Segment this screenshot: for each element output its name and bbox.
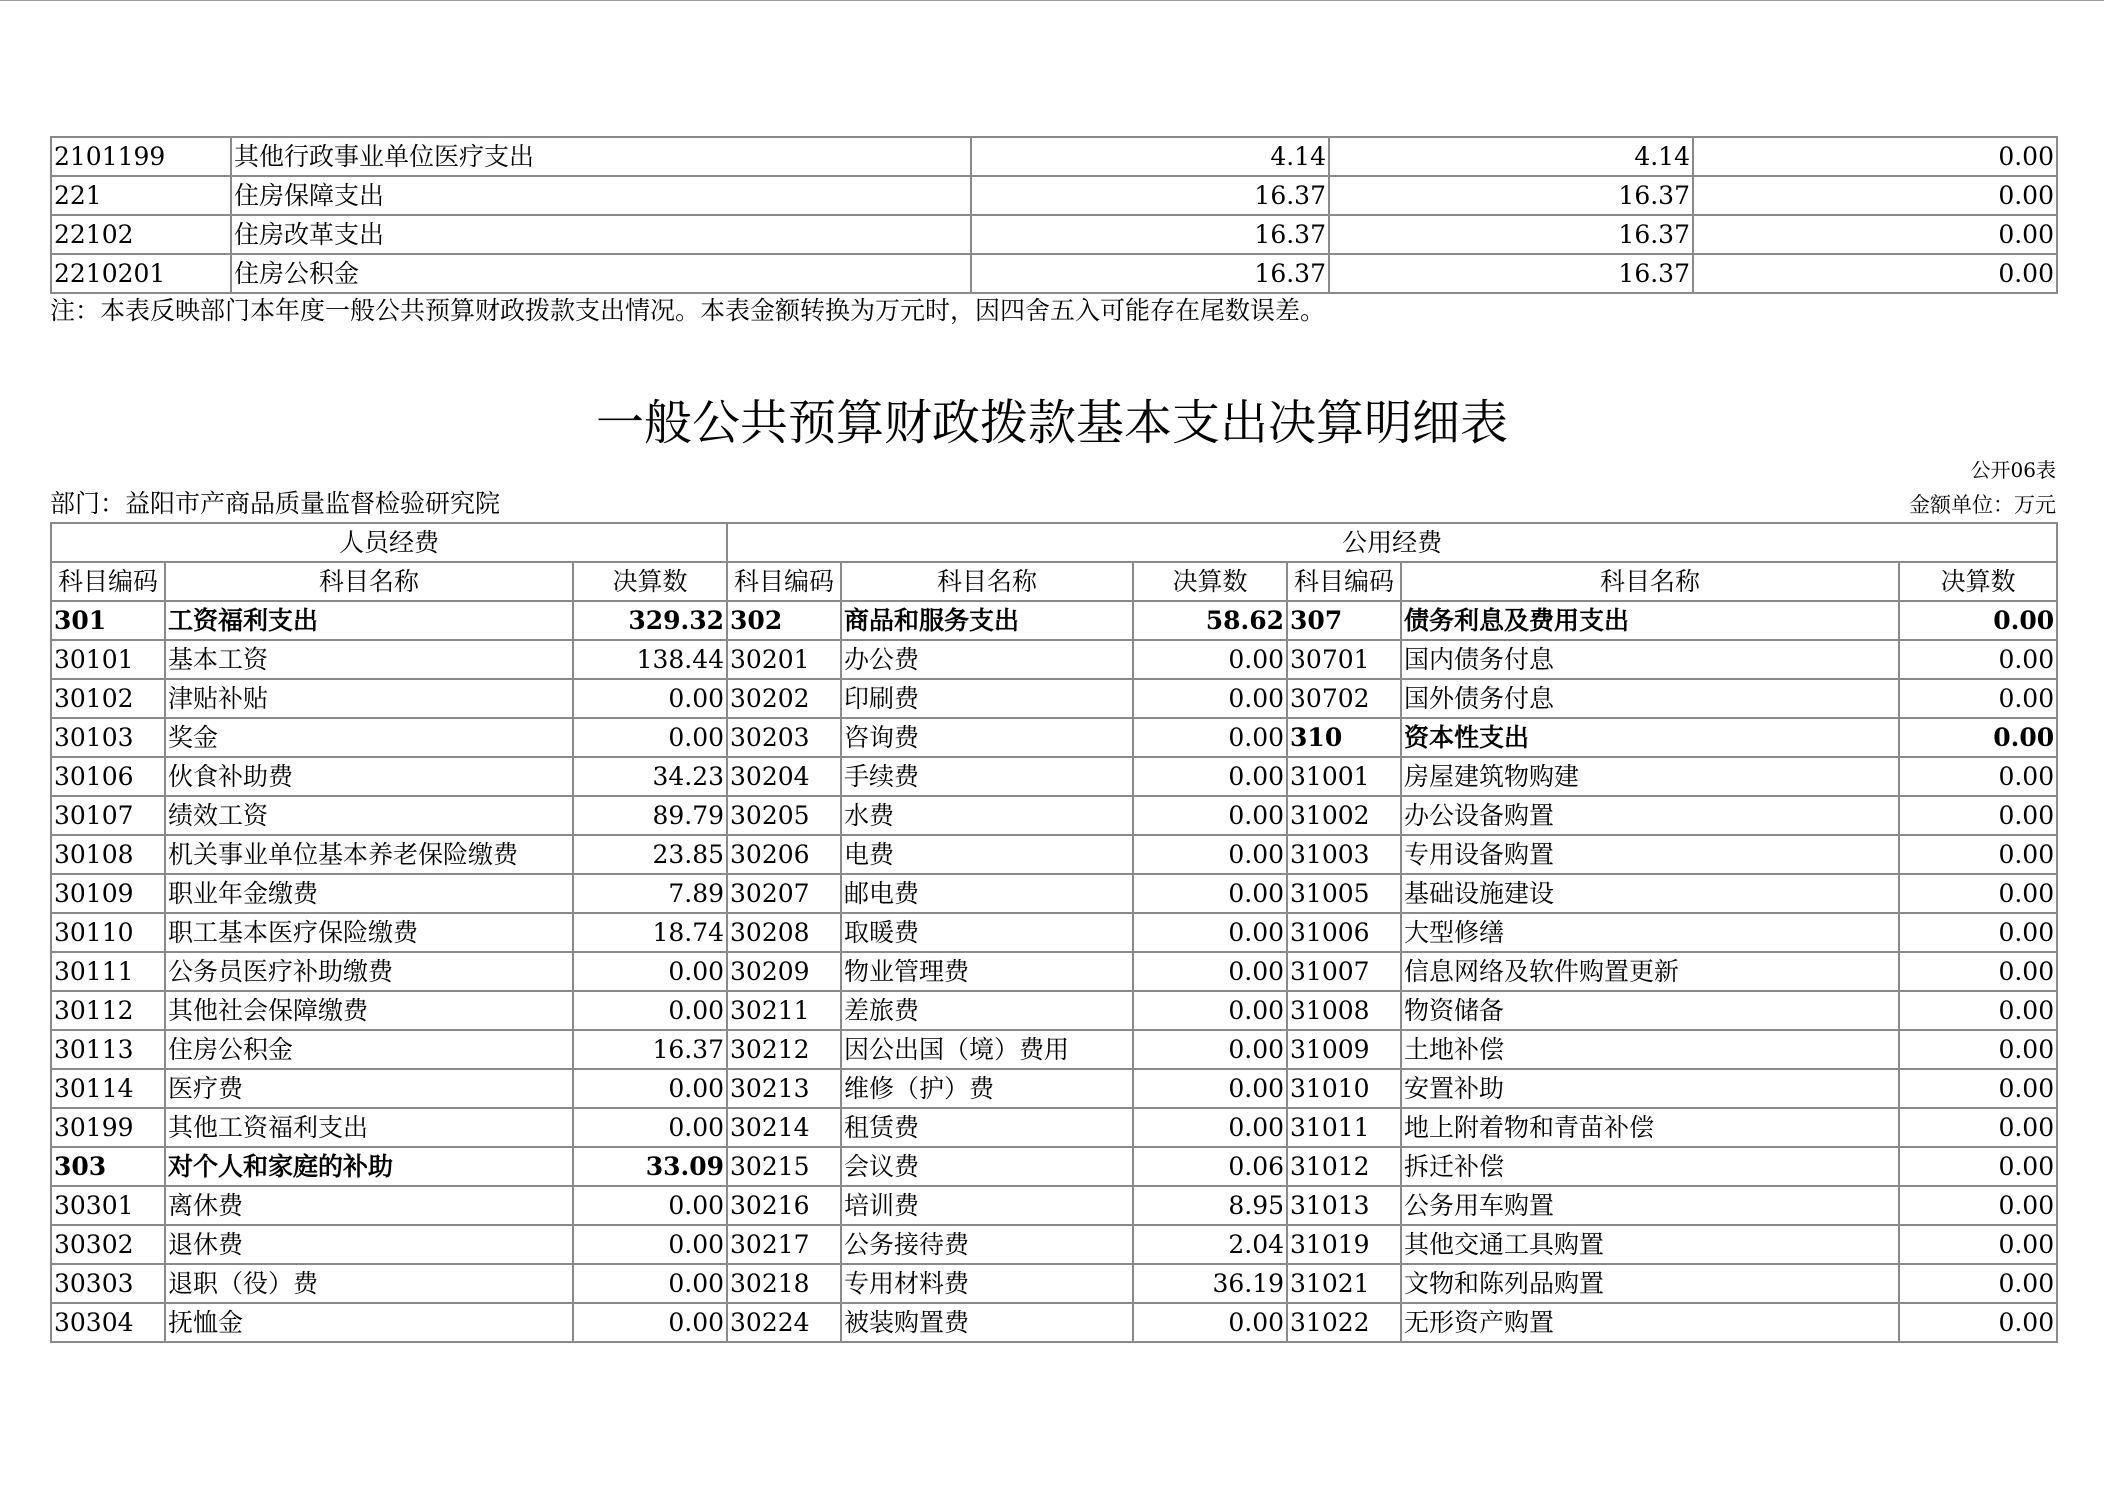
- page-title: 一般公共预算财政拨款基本支出决算明细表: [595, 395, 1508, 451]
- subject-code: 2210201: [51, 254, 231, 293]
- table-row: [51, 874, 2057, 913]
- subject-code: 310: [1287, 718, 1401, 757]
- amount-value: 0.00: [1133, 1108, 1287, 1147]
- subject-code: 30106: [51, 757, 165, 796]
- table-row: [51, 991, 2057, 1030]
- amount-value: 16.37: [1329, 215, 1693, 254]
- subject-name: 差旅费: [841, 991, 1133, 1030]
- amount-value: 329.32: [573, 601, 727, 640]
- subject-name: 职工基本医疗保险缴费: [165, 913, 573, 952]
- amount-value: 89.79: [573, 796, 727, 835]
- table-row: [51, 176, 2057, 215]
- subject-code: 31013: [1287, 1186, 1401, 1225]
- subject-name: 对个人和家庭的补助: [165, 1147, 573, 1186]
- subject-name: 培训费: [841, 1186, 1133, 1225]
- expenditure-summary-table: [50, 136, 2058, 294]
- subject-name: 物资储备: [1401, 991, 1899, 1030]
- subject-name: 电费: [841, 835, 1133, 874]
- amount-value: 0.00: [573, 1303, 727, 1342]
- subject-code: 31019: [1287, 1225, 1401, 1264]
- basic-expenditure-detail-table: [50, 522, 2058, 1343]
- subject-code: 31010: [1287, 1069, 1401, 1108]
- amount-value: 0.00: [1133, 874, 1287, 913]
- amount-value: 58.62: [1133, 601, 1287, 640]
- amount-value: 0.00: [1693, 215, 2057, 254]
- col-name: 科目名称: [841, 562, 1133, 601]
- amount-value: 0.00: [1899, 757, 2057, 796]
- amount-value: 0.00: [1899, 1147, 2057, 1186]
- subject-code: 30216: [727, 1186, 841, 1225]
- subject-name: 离休费: [165, 1186, 573, 1225]
- col-amount: 决算数: [1133, 562, 1287, 601]
- amount-value: 0.00: [1693, 254, 2057, 293]
- subject-code: 30114: [51, 1069, 165, 1108]
- subject-name: 公务接待费: [841, 1225, 1133, 1264]
- amount-value: 0.00: [1133, 757, 1287, 796]
- amount-value: 0.00: [573, 718, 727, 757]
- table-row: [51, 254, 2057, 293]
- amount-value: 0.00: [1899, 679, 2057, 718]
- table-row: [51, 1030, 2057, 1069]
- amount-value: 0.00: [1899, 1303, 2057, 1342]
- amount-value: 0.00: [1899, 874, 2057, 913]
- amount-value: 33.09: [573, 1147, 727, 1186]
- amount-value: 0.00: [1899, 835, 2057, 874]
- table-row: [51, 757, 2057, 796]
- subject-name: 退休费: [165, 1225, 573, 1264]
- subject-code: 22102: [51, 215, 231, 254]
- amount-value: 16.37: [971, 215, 1329, 254]
- subject-code: 30301: [51, 1186, 165, 1225]
- table-row: [51, 1303, 2057, 1342]
- subject-name: 住房公积金: [165, 1030, 573, 1069]
- subject-code: 31009: [1287, 1030, 1401, 1069]
- col-code: 科目编码: [727, 562, 841, 601]
- column-header-row: [51, 562, 2057, 601]
- amount-value: 0.00: [1899, 1186, 2057, 1225]
- subject-name: 国内债务付息: [1401, 640, 1899, 679]
- subject-code: 31008: [1287, 991, 1401, 1030]
- department-label: 部门：益阳市产商品质量监督检验研究院: [50, 489, 501, 518]
- amount-value: 0.00: [1899, 913, 2057, 952]
- amount-value: 2.04: [1133, 1225, 1287, 1264]
- amount-value: 18.74: [573, 913, 727, 952]
- amount-value: 0.00: [1899, 1069, 2057, 1108]
- subject-code: 30112: [51, 991, 165, 1030]
- subject-name: 津贴补贴: [165, 679, 573, 718]
- page-top-border: [0, 0, 2104, 1]
- subject-code: 30207: [727, 874, 841, 913]
- subject-name: 信息网络及软件购置更新: [1401, 952, 1899, 991]
- subject-name: 水费: [841, 796, 1133, 835]
- subject-code: 302: [727, 601, 841, 640]
- table-row: [51, 679, 2057, 718]
- subject-code: 30109: [51, 874, 165, 913]
- subject-code: 30212: [727, 1030, 841, 1069]
- amount-value: 0.00: [1899, 718, 2057, 757]
- subject-code: 30202: [727, 679, 841, 718]
- subject-code: 30206: [727, 835, 841, 874]
- subject-name: 住房改革支出: [231, 215, 971, 254]
- amount-value: 0.00: [1133, 1069, 1287, 1108]
- subject-name: 办公费: [841, 640, 1133, 679]
- subject-name: 公务员医疗补助缴费: [165, 952, 573, 991]
- subject-name: 拆迁补偿: [1401, 1147, 1899, 1186]
- subject-code: 30101: [51, 640, 165, 679]
- subject-code: 30211: [727, 991, 841, 1030]
- subject-code: 31005: [1287, 874, 1401, 913]
- amount-value: 0.00: [1133, 796, 1287, 835]
- subject-code: 30213: [727, 1069, 841, 1108]
- amount-value: 0.00: [1899, 796, 2057, 835]
- amount-value: 0.00: [1133, 640, 1287, 679]
- subject-code: 30102: [51, 679, 165, 718]
- subject-name: 会议费: [841, 1147, 1133, 1186]
- subject-code: 30701: [1287, 640, 1401, 679]
- subject-name: 被装购置费: [841, 1303, 1133, 1342]
- subject-name: 专用设备购置: [1401, 835, 1899, 874]
- subject-name: 房屋建筑物购建: [1401, 757, 1899, 796]
- table-row: [51, 1108, 2057, 1147]
- amount-value: 7.89: [573, 874, 727, 913]
- subject-name: 专用材料费: [841, 1264, 1133, 1303]
- subject-name: 伙食补助费: [165, 757, 573, 796]
- subject-code: 30302: [51, 1225, 165, 1264]
- subject-name: 资本性支出: [1401, 718, 1899, 757]
- subject-code: 30199: [51, 1108, 165, 1147]
- subject-name: 抚恤金: [165, 1303, 573, 1342]
- amount-value: 16.37: [1329, 176, 1693, 215]
- subject-name: 办公设备购置: [1401, 796, 1899, 835]
- subject-code: 303: [51, 1147, 165, 1186]
- subject-code: 301: [51, 601, 165, 640]
- subject-code: 30218: [727, 1264, 841, 1303]
- subject-code: 30224: [727, 1303, 841, 1342]
- subject-name: 无形资产购置: [1401, 1303, 1899, 1342]
- table-note: 注：本表反映部门本年度一般公共预算财政拨款支出情况。本表金额转换为万元时，因四舍五入可能存在尾数误差。: [50, 296, 1326, 325]
- group-personnel: 人员经费: [51, 523, 727, 562]
- amount-value: 0.00: [573, 1186, 727, 1225]
- amount-value: 0.00: [1133, 679, 1287, 718]
- subject-name: 基本工资: [165, 640, 573, 679]
- subject-name: 机关事业单位基本养老保险缴费: [165, 835, 573, 874]
- amount-value: 16.37: [971, 176, 1329, 215]
- subject-name: 国外债务付息: [1401, 679, 1899, 718]
- table-row: [51, 137, 2057, 176]
- subject-code: 307: [1287, 601, 1401, 640]
- subject-code: 31007: [1287, 952, 1401, 991]
- amount-value: 0.00: [1133, 952, 1287, 991]
- amount-value: 138.44: [573, 640, 727, 679]
- col-amount: 决算数: [1899, 562, 2057, 601]
- table-row: [51, 1069, 2057, 1108]
- subject-code: 31006: [1287, 913, 1401, 952]
- amount-value: 16.37: [971, 254, 1329, 293]
- form-number: 公开06表: [1970, 458, 2056, 482]
- subject-code: 30203: [727, 718, 841, 757]
- subject-code: 221: [51, 176, 231, 215]
- subject-code: 30214: [727, 1108, 841, 1147]
- subject-name: 土地补偿: [1401, 1030, 1899, 1069]
- amount-value: 0.00: [1133, 1303, 1287, 1342]
- subject-name: 绩效工资: [165, 796, 573, 835]
- group-public: 公用经费: [727, 523, 2057, 562]
- col-code: 科目编码: [1287, 562, 1401, 601]
- table-row: [51, 1186, 2057, 1225]
- amount-value: 0.00: [573, 679, 727, 718]
- subject-code: 30110: [51, 913, 165, 952]
- amount-value: 23.85: [573, 835, 727, 874]
- subject-name: 住房公积金: [231, 254, 971, 293]
- amount-value: 4.14: [1329, 137, 1693, 176]
- amount-value: 16.37: [1329, 254, 1693, 293]
- subject-name: 公务用车购置: [1401, 1186, 1899, 1225]
- amount-value: 0.00: [1899, 1264, 2057, 1303]
- subject-code: 30304: [51, 1303, 165, 1342]
- amount-value: 0.00: [573, 1069, 727, 1108]
- subject-code: 30111: [51, 952, 165, 991]
- subject-name: 物业管理费: [841, 952, 1133, 991]
- amount-value: 0.00: [1899, 640, 2057, 679]
- subject-code: 30702: [1287, 679, 1401, 718]
- amount-value: 0.00: [573, 1264, 727, 1303]
- subject-name: 印刷费: [841, 679, 1133, 718]
- subject-code: 30208: [727, 913, 841, 952]
- amount-value: 0.00: [1899, 1030, 2057, 1069]
- subject-name: 奖金: [165, 718, 573, 757]
- subject-name: 基础设施建设: [1401, 874, 1899, 913]
- amount-unit-label: 金额单位：万元: [1909, 493, 2056, 517]
- subject-name: 邮电费: [841, 874, 1133, 913]
- amount-value: 0.00: [573, 1225, 727, 1264]
- subject-name: 维修（护）费: [841, 1069, 1133, 1108]
- amount-value: 0.00: [1133, 835, 1287, 874]
- amount-value: 0.00: [1693, 137, 2057, 176]
- table-row: [51, 640, 2057, 679]
- col-name: 科目名称: [165, 562, 573, 601]
- subject-code: 31021: [1287, 1264, 1401, 1303]
- subject-code: 30103: [51, 718, 165, 757]
- col-amount: 决算数: [573, 562, 727, 601]
- group-header-row: [51, 523, 2057, 562]
- subject-code: 30217: [727, 1225, 841, 1264]
- col-code: 科目编码: [51, 562, 165, 601]
- amount-value: 34.23: [573, 757, 727, 796]
- amount-value: 0.00: [1133, 1030, 1287, 1069]
- table-row: [51, 215, 2057, 254]
- subject-code: 30107: [51, 796, 165, 835]
- subject-name: 其他行政事业单位医疗支出: [231, 137, 971, 176]
- subject-name: 退职（役）费: [165, 1264, 573, 1303]
- amount-value: 0.00: [1899, 991, 2057, 1030]
- amount-value: 0.00: [573, 1108, 727, 1147]
- subject-name: 职业年金缴费: [165, 874, 573, 913]
- subject-name: 文物和陈列品购置: [1401, 1264, 1899, 1303]
- subject-name: 地上附着物和青苗补偿: [1401, 1108, 1899, 1147]
- amount-value: 0.00: [1899, 952, 2057, 991]
- table-row: [51, 1225, 2057, 1264]
- subject-name: 工资福利支出: [165, 601, 573, 640]
- subject-code: 30113: [51, 1030, 165, 1069]
- subject-name: 债务利息及费用支出: [1401, 601, 1899, 640]
- amount-value: 16.37: [573, 1030, 727, 1069]
- subject-name: 大型修缮: [1401, 913, 1899, 952]
- amount-value: 0.00: [573, 952, 727, 991]
- subject-code: 2101199: [51, 137, 231, 176]
- amount-value: 0.00: [1899, 601, 2057, 640]
- subject-name: 取暖费: [841, 913, 1133, 952]
- col-name: 科目名称: [1401, 562, 1899, 601]
- amount-value: 0.00: [573, 991, 727, 1030]
- amount-value: 0.00: [1133, 991, 1287, 1030]
- subject-name: 医疗费: [165, 1069, 573, 1108]
- amount-value: 36.19: [1133, 1264, 1287, 1303]
- subject-code: 30108: [51, 835, 165, 874]
- amount-value: 0.00: [1133, 913, 1287, 952]
- subject-name: 手续费: [841, 757, 1133, 796]
- subject-code: 31002: [1287, 796, 1401, 835]
- subject-name: 因公出国（境）费用: [841, 1030, 1133, 1069]
- subject-name: 商品和服务支出: [841, 601, 1133, 640]
- amount-value: 0.00: [1133, 718, 1287, 757]
- subject-code: 30201: [727, 640, 841, 679]
- subject-name: 住房保障支出: [231, 176, 971, 215]
- table-row: [51, 796, 2057, 835]
- table-row: [51, 1147, 2057, 1186]
- subject-name: 租赁费: [841, 1108, 1133, 1147]
- subject-code: 30215: [727, 1147, 841, 1186]
- subject-name: 其他社会保障缴费: [165, 991, 573, 1030]
- subject-code: 31012: [1287, 1147, 1401, 1186]
- subject-name: 其他工资福利支出: [165, 1108, 573, 1147]
- subject-code: 30204: [727, 757, 841, 796]
- amount-value: 0.00: [1693, 176, 2057, 215]
- amount-value: 0.00: [1899, 1108, 2057, 1147]
- table-row: [51, 601, 2057, 640]
- subject-code: 30303: [51, 1264, 165, 1303]
- subject-code: 30205: [727, 796, 841, 835]
- subject-code: 30209: [727, 952, 841, 991]
- subject-code: 31001: [1287, 757, 1401, 796]
- table-row: [51, 1264, 2057, 1303]
- table-row: [51, 718, 2057, 757]
- amount-value: 0.06: [1133, 1147, 1287, 1186]
- subject-name: 安置补助: [1401, 1069, 1899, 1108]
- table-row: [51, 952, 2057, 991]
- amount-value: 8.95: [1133, 1186, 1287, 1225]
- table-row: [51, 835, 2057, 874]
- subject-code: 31003: [1287, 835, 1401, 874]
- subject-code: 31011: [1287, 1108, 1401, 1147]
- table-row: [51, 913, 2057, 952]
- subject-name: 其他交通工具购置: [1401, 1225, 1899, 1264]
- subject-name: 咨询费: [841, 718, 1133, 757]
- amount-value: 0.00: [1899, 1225, 2057, 1264]
- subject-code: 31022: [1287, 1303, 1401, 1342]
- amount-value: 4.14: [971, 137, 1329, 176]
